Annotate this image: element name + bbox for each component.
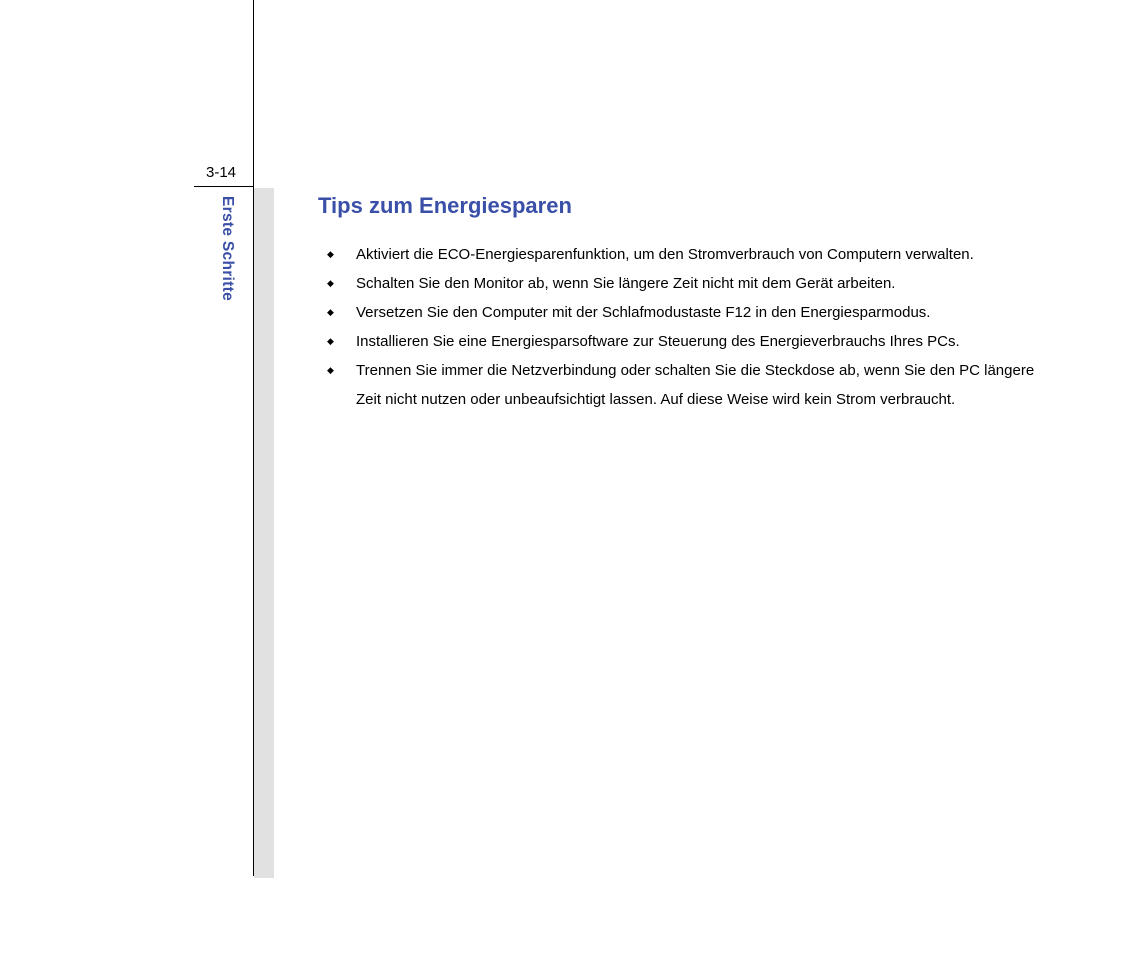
diamond-bullet-icon: ◆ <box>327 336 334 346</box>
list-item <box>0 269 1036 298</box>
page-number-rule <box>194 186 254 187</box>
list-item <box>0 327 1036 356</box>
tip-text: Trennen Sie immer die Netzverbindung oder schalten Sie die Steckdose ab, wenn Sie den PC längere Zeit nicht nutzen oder unbeaufsichtigt lassen. Auf diese Weise wird kein Strom verbraucht. <box>356 362 1035 408</box>
tip-text: Schalten Sie den Monitor ab, wenn Sie längere Zeit nicht mit dem Gerät arbeiten. <box>356 275 896 292</box>
list-item <box>0 356 1036 414</box>
section-title: Tips zum Energiesparen <box>318 193 572 218</box>
list-item <box>0 298 1036 327</box>
tip-text: Installieren Sie eine Energiesparsoftware zur Steuerung des Energieverbrauchs Ihres PCs. <box>356 333 960 350</box>
list-item <box>0 240 1036 269</box>
tips-list <box>0 240 1036 414</box>
diamond-bullet-icon: ◆ <box>327 278 334 288</box>
diamond-bullet-icon: ◆ <box>327 249 334 259</box>
tip-text: Aktiviert die ECO-Energiesparenfunktion, um den Stromverbrauch von Computern verwalten. <box>356 246 974 263</box>
tip-text: Versetzen Sie den Computer mit der Schlafmodustaste F12 in den Energiesparmodus. <box>356 304 931 321</box>
diamond-bullet-icon: ◆ <box>327 307 334 317</box>
chapter-label: Erste Schritte <box>219 196 236 301</box>
diamond-bullet-icon: ◆ <box>327 365 334 375</box>
page-number: 3-14 <box>206 164 237 181</box>
